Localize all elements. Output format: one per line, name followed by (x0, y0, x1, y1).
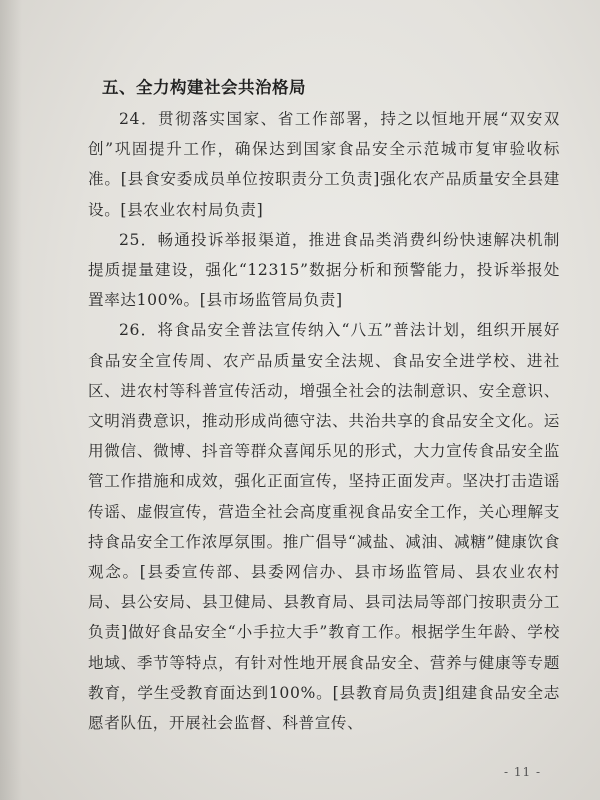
section-heading: 五、全力构建社会共治格局 (102, 78, 306, 97)
page-edge-shadow (0, 0, 22, 800)
paragraph-24: 24．贯彻落实国家、省工作部署，持之以恒地开展“双安双创”巩固提升工作，确保达到国家食品安全示范城市复审验收标准。[县食安委成员单位按职责分工负责]强化农产品质量安全县建设。[县农业农村局负责] (88, 110, 560, 219)
paragraph-25: 25．畅通投诉举报渠道，推进食品类消费纠纷快速解决机制提质提量建设，强化“12315”数据分析和预警能力，投诉举报处置率达100%。[县市场监管局负责] (88, 230, 560, 310)
page-number: - 11 - (504, 765, 542, 779)
paragraph-26: 26．将食品安全普法宣传纳入“八五”普法计划，组织开展好食品安全宣传周、农产品质量安全法规、食品安全进学校、进社区、进农村等科普宣传活动，增强全社会的法制意识、安全意识、文明消费意识，推动形成尚德守法、共治共享的食品安全文化。运用微信、微博、抖音等群众喜闻乐见的形式，大力宣传食品安全监管工作措施和成效，强化正面宣传，坚持正面发声。坚决打击造谣传谣、虚假宣传，营造全社会高度重视食品安全工作，关心理解支持食品安全工作浓厚氛围。推广倡导“减盐、减油、减糖”健康饮食观念。[县委宣传部、县委网信办、县市场监管局、县农业农村局、县公安局、县卫健局、县教育局、县司法局等部门按职责分工负责]做好食品安全“小手拉大手”教育工作。根据学生年龄、学校地域、季节等特点，有针对性地开展食品安全、营养与健康等专题教育，学生受教育面达到100%。[县教育局负责]组建食品安全志愿者队伍，开展社会监督、科普宣传、 (88, 321, 560, 733)
document-body (88, 74, 560, 738)
